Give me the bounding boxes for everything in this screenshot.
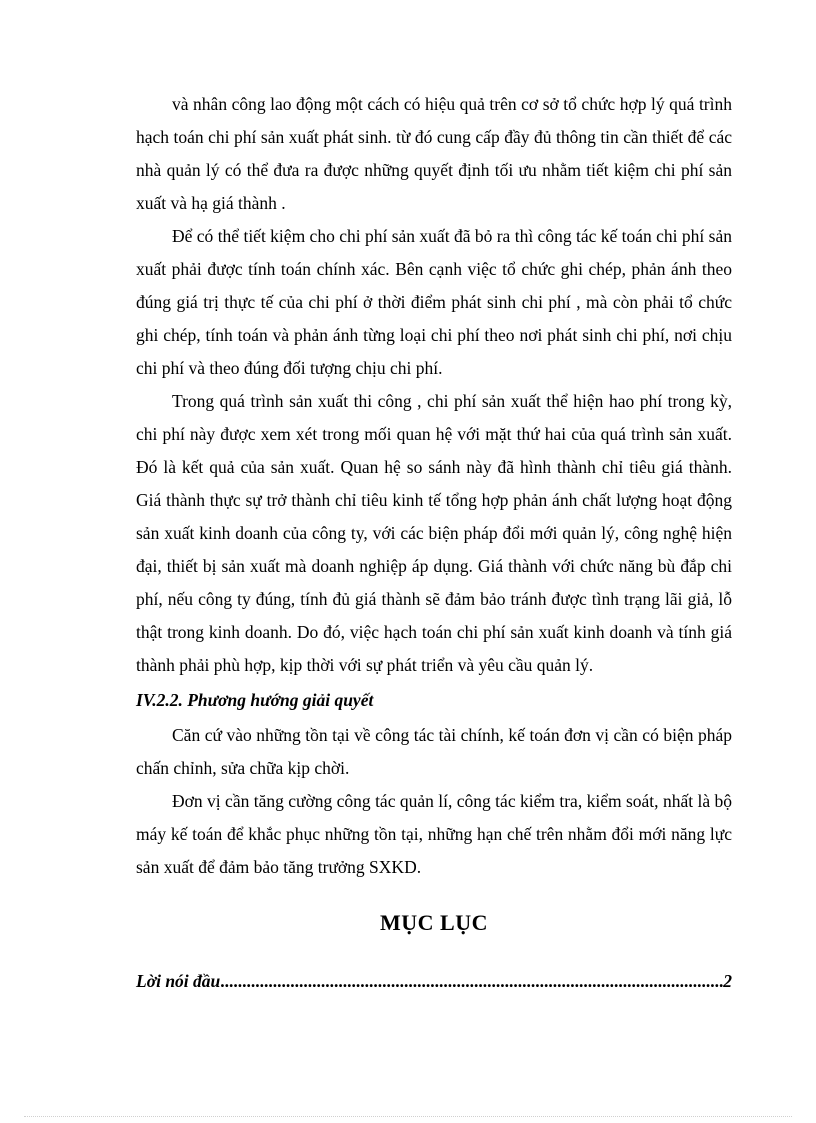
toc-entry-page: 2: [723, 971, 732, 991]
document-body: [136, 88, 732, 996]
toc-entry[interactable]: [136, 966, 732, 996]
body-paragraph-3: Trong quá trình sản xuất thi công , chi phí sản xuất thể hiện hao phí trong kỳ, chi phí này được xem xét trong mối quan hệ với mặt thứ hai của quá trình sản xuất. Đó là kết quả của sản xuất. Quan hệ so sánh này đã hình thành chỉ tiêu giá thành. Giá thành thực sự trở thành chỉ tiêu kinh tế tổng hợp phản ánh chất lượng hoạt động sản xuất kinh doanh của công ty, với các biện pháp đổi mới quản lý, công nghệ hiện đại, thiết bị sản xuất mà doanh nghiệp áp dụng. Giá thành với chức năng bù đắp chi phí, nếu công ty đúng, tính đủ giá thành sẽ đảm bảo tránh được tình trạng lãi giả, lỗ thật trong kinh doanh. Do đó, việc hạch toán chi phí sản xuất kinh doanh và tính giá thành phải phù hợp, kịp thời với sự phát triển và yêu cầu quản lý.: [136, 391, 732, 675]
toc-entry-label: Lời nói đầu: [136, 971, 221, 991]
toc-title: MỤC LỤC: [380, 910, 488, 935]
toc-leader-dots: [220, 966, 723, 996]
section-heading: IV.2.2. Phương hướng giải quyết: [136, 690, 374, 710]
section-paragraph-1: Căn cứ vào những tồn tại về công tác tài chính, kế toán đơn vị cần có biện pháp chấn chỉnh, sửa chữa kịp chời.: [136, 725, 732, 778]
page-bottom-rule: [24, 1116, 792, 1117]
section-paragraph-2: Đơn vị cần tăng cường công tác quản lí, công tác kiểm tra, kiểm soát, nhất là bộ máy kế toán để khắc phục những tồn tại, những hạn chế trên nhằm đổi mới năng lực sản xuất để đảm bảo tăng trưởng SXKD.: [136, 791, 732, 877]
body-paragraph-2: Để có thể tiết kiệm cho chi phí sản xuất đã bỏ ra thì công tác kế toán chi phí sản xuất phải được tính toán chính xác. Bên cạnh việc tổ chức ghi chép, phản ánh theo đúng giá trị thực tế của chi phí ở thời điểm phát sinh chi phí , mà còn phải tổ chức ghi chép, tính toán và phản ánh từng loại chi phí theo nơi phát sinh chi phí, nơi chịu chi phí và theo đúng đối tượng chịu chi phí.: [136, 226, 732, 378]
body-paragraph-1: và nhân công lao động một cách có hiệu quả trên cơ sở tổ chức hợp lý quá trình hạch toán chi phí sản xuất phát sinh. từ đó cung cấp đầy đủ thông tin cần thiết để các nhà quản lý có thể đưa ra được những quyết định tối ưu nhằm tiết kiệm chi phí sản xuất và hạ giá thành .: [136, 94, 732, 213]
